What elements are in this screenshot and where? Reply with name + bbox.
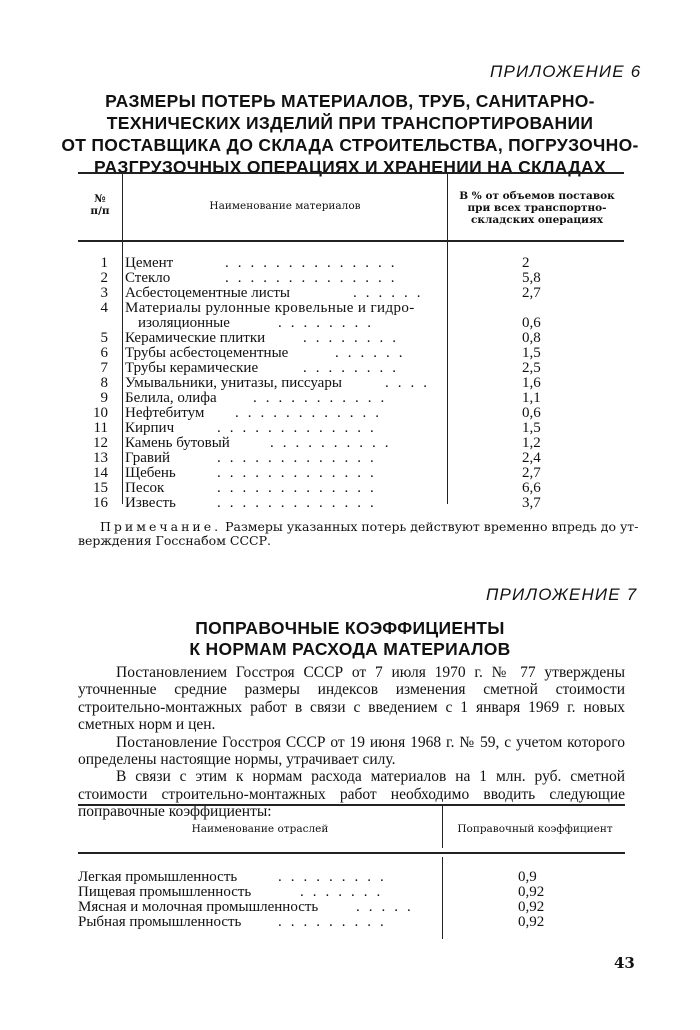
table-top-border [78,804,625,806]
table-header-border [78,852,625,854]
appendix-7-body [78,664,625,821]
header-industry: Наименование отраслей [191,823,329,835]
table-header-border [78,240,624,242]
appendix-7-title [60,618,640,660]
header-number: № п/п [90,193,110,217]
page-number: 43 [614,954,635,972]
column-divider [442,806,443,848]
title-line: К НОРМАМ РАСХОДА МАТЕРИАЛОВ [189,639,511,659]
paragraph: Постановлением Госстроя СССР от 7 июля 1970 г. № 77 утверждены уточненные средние размеры индексов изменения сметной стоимости строительно-монтажных работ в связи с введением с 1 января 1969 г. новых сметных норм и цен. [78,664,625,734]
title-line: РАЗГРУЗОЧНЫХ ОПЕРАЦИЯХ И ХРАНЕНИИ НА СКЛАДАХ [94,157,606,177]
title-line: РАЗМЕРЫ ПОТЕРЬ МАТЕРИАЛОВ, ТРУБ, САНИТАРНО- [105,91,595,111]
column-divider [447,174,448,504]
column-divider [442,857,443,939]
note-label: Примечание. [100,519,222,534]
paragraph: Постановление Госстроя СССР от 19 июня 1968 г. № 59, с учетом которого определены настоящие нормы, утрачивает силу. [78,733,625,769]
title-line: ТЕХНИЧЕСКИХ ИЗДЕЛИЙ ПРИ ТРАНСПОРТИРОВАНИИ [106,113,594,133]
appendix-6-label: ПРИЛОЖЕНИЕ 6 [490,62,642,81]
header-coefficient: Поправочный коэффициент [457,823,613,835]
column-divider [122,174,123,504]
table-note [78,519,639,548]
appendix-6-title [60,90,640,178]
table-top-border [78,172,624,174]
note-text: Размеры указанных потерь действуют временно впредь до ут- [225,519,639,534]
note-text: верждения Госснабом СССР. [78,533,271,548]
header-percent: В % от объемов поставок при всех транспортно- складских операциях [459,190,615,226]
title-line: ОТ ПОСТАВЩИКА ДО СКЛАДА СТРОИТЕЛЬСТВА, ПОГРУЗОЧНО- [61,135,639,155]
paragraph: В связи с этим к нормам расхода материалов на 1 млн. руб. сметной стоимости строительно-монтажных работ необходимо вводить следующие поправочные коэффициенты: [78,768,625,821]
title-line: ПОПРАВОЧНЫЕ КОЭФФИЦИЕНТЫ [195,618,505,638]
header-material-name: Наименование материалов [209,200,361,212]
appendix-7-label: ПРИЛОЖЕНИЕ 7 [486,585,638,604]
